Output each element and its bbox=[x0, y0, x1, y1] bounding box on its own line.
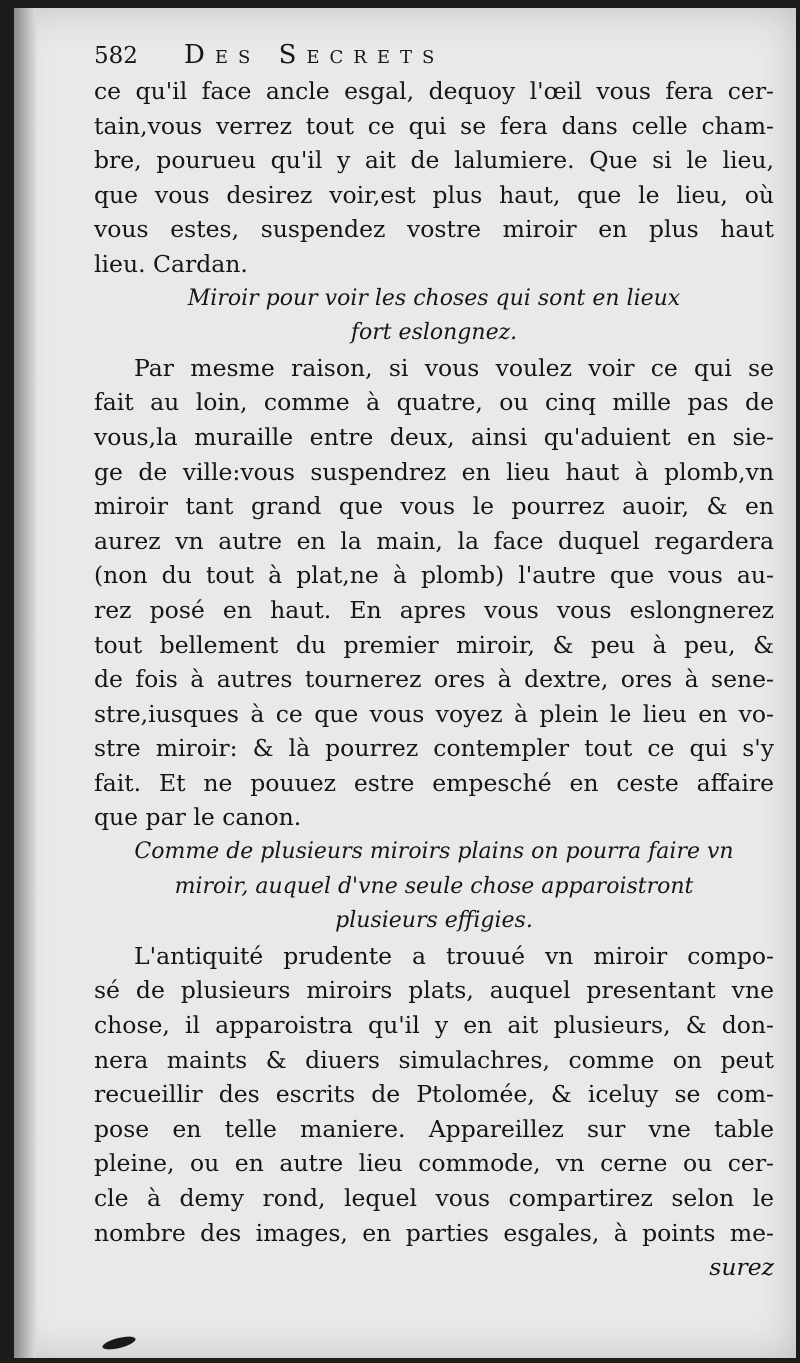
text-line: (non du tout à plat,ne à plomb) l'autre que vous au- bbox=[94, 561, 774, 590]
running-head: Des Secrets bbox=[184, 40, 445, 70]
ink-smudge bbox=[101, 1334, 136, 1352]
text-line: vous estes, suspendez vostre miroir en plus haut bbox=[94, 215, 774, 244]
text-line: nombre des images, en parties esgales, à points me- bbox=[94, 1218, 774, 1247]
text-line: L'antiquité prudente a trouué vn miroir compo- bbox=[134, 941, 774, 970]
page-text bbox=[94, 38, 774, 1285]
section-title-2 bbox=[94, 835, 774, 939]
text-line: cle à demy rond, lequel vous compartirez selon le bbox=[94, 1184, 774, 1212]
paragraph-2 bbox=[94, 351, 774, 835]
text-line: miroir tant grand que vous le pourrez auoir, & en bbox=[94, 492, 774, 521]
text-line: ge de ville:vous suspendrez en lieu haut à plomb,vn bbox=[94, 457, 774, 486]
text-line: stre miroir: & là pourrez contempler tout ce qui s'y bbox=[94, 734, 774, 763]
title-line: Miroir pour voir les choses qui sont en lieux bbox=[187, 285, 681, 311]
book-page bbox=[14, 8, 796, 1358]
text-line: pleine, ou en autre lieu commode, vn cerne ou cer- bbox=[94, 1149, 774, 1178]
text-line: rez posé en haut. En apres vous vous eslongnerez bbox=[94, 595, 774, 624]
text-line: stre,iusques à ce que vous voyez à plein le lieu en vo- bbox=[94, 699, 774, 728]
paragraph-1 bbox=[94, 74, 774, 282]
page-number: 582 bbox=[94, 43, 138, 69]
text-line: chose, il apparoistra qu'il y en ait plusieurs, & don- bbox=[94, 1011, 774, 1040]
text-line: sé de plusieurs miroirs plats, auquel presentant vne bbox=[94, 976, 774, 1005]
text-line: ce qu'il face ancle esgal, dequoy l'œil vous fera cer- bbox=[94, 77, 774, 105]
text-line: pose en telle maniere. Appareillez sur vne table bbox=[94, 1114, 774, 1143]
text-line: que vous desirez voir,est plus haut, que le lieu, où bbox=[94, 180, 774, 209]
catchword: surez bbox=[709, 1253, 774, 1282]
text-line: que par le canon. bbox=[94, 803, 302, 832]
binding-gutter bbox=[14, 8, 36, 1358]
text-line: de fois à autres tournerez ores à dextre, ores à sene- bbox=[94, 665, 774, 694]
section-title-1 bbox=[94, 282, 774, 351]
text-line: tain,vous verrez tout ce qui se fera dans celle cham- bbox=[94, 111, 774, 140]
title-line: plusieurs effigies. bbox=[335, 908, 533, 934]
text-line: aurez vn autre en la main, la face duquel regardera bbox=[94, 526, 774, 555]
page-header bbox=[94, 38, 774, 72]
paragraph-3 bbox=[94, 939, 774, 1250]
text-line: vous,la muraille entre deux, ainsi qu'aduient en sie- bbox=[94, 422, 774, 451]
title-line: fort eslongnez. bbox=[350, 320, 518, 346]
text-line: fait au loin, comme à quatre, ou cinq mille pas de bbox=[94, 388, 774, 417]
text-line: fait. Et ne pouuez estre empesché en ceste affaire bbox=[94, 768, 774, 797]
title-line: miroir, auquel d'vne seule chose apparoistront bbox=[174, 873, 694, 899]
text-line: bre, pourueu qu'il y ait de lalumiere. Que si le lieu, bbox=[94, 146, 774, 175]
text-line: recueillir des escrits de Ptolomée, & iceluy se com- bbox=[94, 1080, 774, 1109]
text-line: tout bellement du premier miroir, & peu à peu, & bbox=[94, 630, 774, 659]
title-line: Comme de plusieurs miroirs plains on pourra faire vn bbox=[134, 839, 734, 865]
text-line: nera maints & diuers simulachres, comme on peut bbox=[94, 1045, 774, 1074]
text-line: Par mesme raison, si vous voulez voir ce qui se bbox=[134, 353, 774, 382]
text-line: lieu. Cardan. bbox=[94, 249, 248, 278]
